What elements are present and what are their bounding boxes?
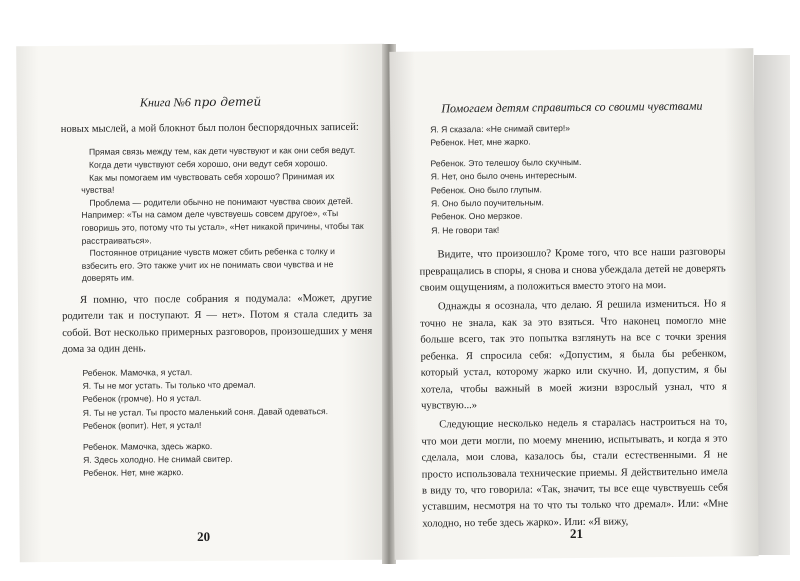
dialog-tired xyxy=(82,364,373,480)
note-line: Когда дети чувствуют себя хорошо, они ведут себя хорошо. xyxy=(88,158,328,170)
dialog-line: Ребенок. Мамочка, здесь жарко. xyxy=(82,440,213,452)
intro-paragraph: новых мыслей, а мой блокнот был полон беспорядочных записей: xyxy=(60,121,359,135)
right-running-header: Помогаем детям справиться со своими чувствами xyxy=(441,98,703,116)
left-paragraph-2: Я помню, что после собрания я подумала: «Может, другие родители так и поступают. Я — нет». Потом я стала следить за собой. Вот несколько примерных разговоров, произошедших у меня дома за один день. xyxy=(62,292,373,356)
left-header-script: про детей xyxy=(193,94,262,110)
left-page-number: 20 xyxy=(197,528,211,545)
left-running-header xyxy=(17,94,385,112)
dialog-line: Я. Не говори так! xyxy=(431,224,500,236)
dialog-line: Ребенок. Нет, мне жарко. xyxy=(430,136,531,148)
note-line: Проблема — родители обычно не понимают чувства своих детей. Например: «Ты на самом деле чувствуешь совсем другое», «Ты говоришь это, потому что ты устал», «Нет никакой причины, чтобы так расстраиваться». xyxy=(81,195,364,246)
dialog-line: Ребенок. Мамочка, я устал. xyxy=(82,366,193,378)
dialog-line: Ребенок. Нет, мне жарко. xyxy=(83,467,184,479)
right-paragraph-1: Видите, что произошло? Кроме того, что все наши разговоры превращались в споры, я снова и снова убеждала детей не доверять своим ощущениям, а положиться вместо этого на мои. xyxy=(419,246,726,294)
dialog-line: Я. Ты не мог устать. Ты только что дремал. xyxy=(82,379,256,391)
dialog-line: Ребенок. Оно было глупым. xyxy=(430,183,542,196)
note-line: Постоянное отрицание чувств может сбить ребенка с толку и взбесить его. Это также учит их не понимать свои чувства и не доверять им. xyxy=(81,246,335,284)
left-page xyxy=(16,44,388,563)
left-page-content xyxy=(61,120,374,489)
left-header-plain: Книга №6 xyxy=(139,95,191,110)
right-page-content xyxy=(418,120,728,535)
dialog-line: Я. Здесь холодно. Не снимай свитер. xyxy=(83,453,233,465)
dialog-line: Ребенок. Это телешоу было скучным. xyxy=(430,156,582,169)
right-page-number: 21 xyxy=(569,525,583,542)
right-paragraph-3: Следующие несколько недель я старалась настроиться на то, что мои дети могли, по моему мнению, испытывать, и когда я это сделала, мои слова, казалось бы, стали естественными. Я не просто использовала технические приемы. Я действительно имела в виду то, что говорила: «Так, значит, ты все еще чувствуешь себя уставшим, несмотря на то что ты только что дремал». Или: «Мне холодно, но тебе здесь жарко». Или: «Я вижу, xyxy=(421,416,729,530)
page-edge-shadow xyxy=(754,55,790,555)
right-page xyxy=(389,48,758,560)
right-paragraph-2: Однажды я осознала, что делаю. Я решила измениться. Но я точно не знала, как за это взяться. Что наконец помогло мне больше всего, так это попытка взглянуть на все с точки зрения ребенка. Я спросила себя: «Допустим, я была бы ребенком, который устал, которому жарко или скучно. И, допустим, я бы хотела, чтобы важный в моей жизни взрослый узнал, что я чувствую...» xyxy=(420,298,727,412)
notes-box xyxy=(81,144,368,285)
dialog-line: Ребенок (громче). Но я устал. xyxy=(82,393,202,405)
note-line: Прямая связь между тем, как дети чувствуют и как они себя ведут. xyxy=(88,145,356,158)
dialog-line: Ребенок (вопит). Нет, я устал! xyxy=(82,420,202,432)
dialog-line: Я. Нет, оно было очень интересным. xyxy=(430,170,577,182)
dialog-line: Ребенок. Оно мерзкое. xyxy=(431,210,523,222)
dialog-tv-show xyxy=(430,120,725,237)
note-line: Как мы помогаем им чувствовать себя хорошо? Принимая их чувства! xyxy=(81,170,335,196)
dialog-line: Я. Ты не устал. Ты просто маленький соня. Давай одеваться. xyxy=(82,405,329,418)
dialog-line: Я. Оно было поучительным. xyxy=(430,197,544,209)
dialog-line: Я. Я сказала: «Не снимай свитер!» xyxy=(430,123,571,135)
